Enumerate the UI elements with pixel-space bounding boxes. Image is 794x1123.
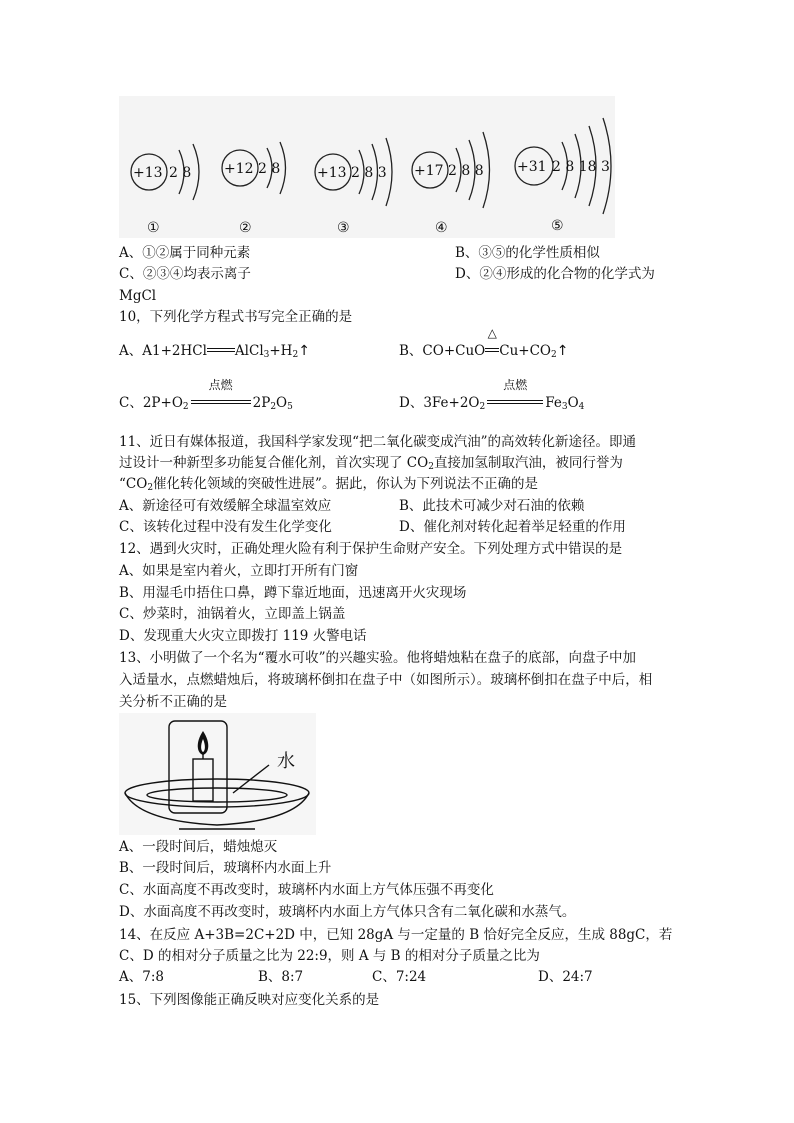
- atom-2-nucleus: +12: [224, 161, 254, 177]
- q15-stem: 15、下列图像能正确反映对应变化关系的是: [119, 992, 380, 1008]
- q10-c-sub3: 5: [287, 402, 293, 412]
- q10-option-d: [399, 378, 585, 413]
- q11-line3-b: 催化转化领域的突破性进展”。据此，你认为下列说法不正确的是: [153, 476, 538, 492]
- atom-2-label: ②: [239, 220, 252, 236]
- q11-option-d: D、催化剂对转化起着举足轻重的作用: [399, 519, 626, 535]
- q12-option-d: D、发现重大火灾立即拨打 119 火警电话: [119, 628, 367, 644]
- q11-stem-line2: [119, 453, 623, 473]
- q10-c-condition: 点燃: [208, 378, 233, 392]
- q10-a-plus-h: +H: [269, 343, 293, 359]
- q12-option-b: B、用湿毛巾捂住口鼻，蹲下靠近地面，迅速离开火灾现场: [119, 585, 467, 601]
- atom-4-label: ④: [435, 220, 448, 236]
- q11-line2-sub: 2: [428, 462, 434, 472]
- candle-plate-svg: [119, 713, 316, 835]
- q13-stem-line1: 13、小明做了一个名为“覆水可收”的兴趣实验。他将蜡烛粘在盘子的底部，向盘子中加: [119, 650, 636, 666]
- q10-c-product: 2P: [252, 395, 271, 411]
- q13-option-b: B、一段时间后，玻璃杯内水面上升: [119, 860, 332, 876]
- q10-b-prefix: B、CO+CuO: [399, 343, 486, 359]
- atom-4-shells: 2 8 8: [448, 163, 484, 179]
- q9-option-d: D、②④形成的化合物的化学式为: [455, 266, 655, 282]
- q14-option-c: C、7:24: [372, 969, 427, 985]
- q12-option-a: A、如果是室内着火，立即打开所有门窗: [119, 563, 359, 579]
- atom-3-label: ③: [337, 220, 350, 236]
- q14-option-d: D、24:7: [538, 969, 593, 985]
- q9-option-c: C、②③④均表示离子: [119, 266, 251, 282]
- q10-d-prefix: D、3Fe+2O: [399, 395, 480, 411]
- q10-b-products: Cu+CO: [499, 343, 551, 359]
- q10-c-sub1: 2: [182, 402, 189, 412]
- q10-a-h-sub: 2: [292, 350, 299, 360]
- q10-b-gas-arrow: ↑: [556, 343, 569, 359]
- q10-a-prefix: A、A1+2HCl: [119, 343, 207, 359]
- atom-1-nucleus: +13: [133, 165, 163, 181]
- q10-option-b: [399, 326, 569, 361]
- atom-5-shells: 2 8 18 3: [552, 159, 610, 175]
- q10-d-o: O: [567, 395, 579, 411]
- q11-stem-line1: 11、近日有媒体报道，我国科学家发现“把二氧化碳变成汽油”的高效转化新途径。即通: [119, 434, 636, 450]
- q10-a-product: AlCl: [234, 343, 264, 359]
- atom-5-nucleus: +31: [517, 159, 547, 175]
- q10-d-sub2: 3: [561, 402, 568, 412]
- q10-b-sub: 2: [550, 350, 557, 360]
- q9-option-b: B、③⑤的化学性质相似: [455, 245, 600, 261]
- q14-stem-line1: 14、在反应 A+3B=2C+2D 中，已知 28gA 与一定量的 B 恰好完全反应，生成 88gC，若: [119, 927, 673, 943]
- q10-a-product-sub: 3: [263, 350, 270, 360]
- q13-option-a: A、一段时间后，蜡烛熄灭: [119, 839, 278, 855]
- q13-stem-line2: 入适量水，点燃蜡烛后，将玻璃杯倒扣在盘子中（如图所示）。玻璃杯倒扣在盘子中后，相: [119, 672, 653, 688]
- atom-5-label: ⑤: [551, 218, 564, 234]
- q14-option-b: B、8:7: [258, 969, 304, 985]
- q10-stem: 10，下列化学方程式书写完全正确的是: [119, 309, 353, 325]
- q12-stem: 12、遇到火灾时，正确处理火险有利于保护生命财产安全。下列处理方式中错误的是: [119, 541, 623, 557]
- q10-c-sub2: 2: [270, 402, 277, 412]
- q10-c-prefix: C、2P+O: [119, 395, 183, 411]
- q10-d-condition: 点燃: [503, 378, 528, 392]
- q10-d-sub1: 2: [479, 402, 486, 412]
- q13-option-d: D、水面高度不再改变时，玻璃杯内水面上方气体只含有二氧化碳和水蒸气。: [119, 904, 576, 920]
- q9-option-d-continued: MgCl: [119, 288, 157, 304]
- q9-option-a: A、①②属于同种元素: [119, 245, 251, 261]
- atom-3-nucleus: +13: [317, 165, 347, 181]
- q14-stem-line2: C、D 的相对分子质量之比为 22:9，则 A 与 B 的相对分子质量之比为: [119, 948, 540, 964]
- q11-line2-a: 过设计一种新型多功能复合催化剂，首次实现了 CO: [119, 455, 429, 471]
- q11-option-b: B、此技术可减少对石油的依赖: [399, 498, 585, 514]
- atom-4-nucleus: +17: [414, 163, 444, 179]
- q10-b-heat-sign: △: [487, 326, 497, 340]
- q10-option-c: [119, 378, 293, 413]
- q12-option-c: C、炒菜时，油锅着火，立即盖上锅盖: [119, 606, 346, 622]
- candle-experiment-figure: [119, 713, 316, 835]
- q13-option-c: C、水面高度不再改变时，玻璃杯内水面上方气体压强不再变化: [119, 882, 494, 898]
- q10-d-sub3: 4: [578, 402, 585, 412]
- q10-option-a: [119, 341, 310, 361]
- q10-d-fe: Fe: [545, 395, 562, 411]
- atom-1-label: ①: [147, 220, 160, 236]
- atom-1-shells: 2 8: [169, 165, 192, 181]
- atom-2-shells: 2 8: [258, 161, 281, 177]
- atom-structure-figure: [119, 96, 615, 238]
- q11-option-c: C、该转化过程中没有发生化学变化: [119, 519, 332, 535]
- q11-stem-line3: [119, 474, 538, 494]
- q11-option-a: A、新途径可有效缓解全球温室效应: [119, 498, 332, 514]
- q10-c-o: O: [276, 395, 288, 411]
- water-label: 水: [277, 751, 295, 772]
- q10-a-gas-arrow: ↑: [298, 343, 310, 359]
- q11-line3-a: “CO: [119, 476, 148, 492]
- q13-stem-line3: 关分析不正确的是: [119, 694, 227, 710]
- q14-option-a: A、7:8: [119, 969, 164, 985]
- atom-3-shells: 2 8 3: [351, 165, 387, 181]
- q11-line2-b: 直接加氢制取汽油，被同行誉为: [433, 455, 623, 471]
- atom-diagrams-svg: [119, 96, 615, 238]
- q11-line3-sub: 2: [147, 483, 154, 493]
